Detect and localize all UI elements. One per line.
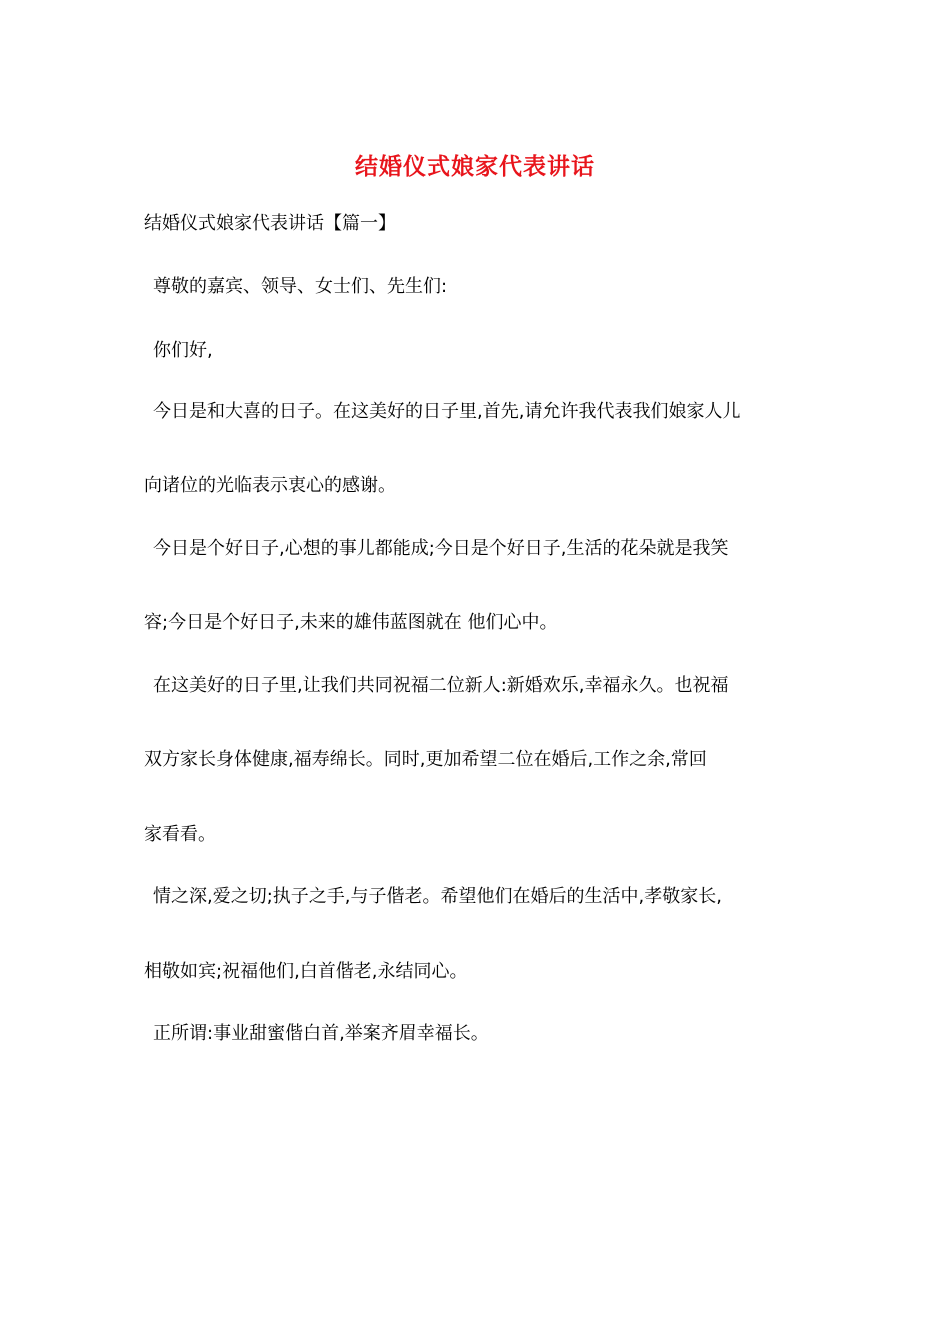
paragraph-line: 今日是个好日子,心想的事儿都能成;今日是个好日子,生活的花朵就是我笑 (153, 538, 729, 559)
paragraph-line: 相敬如宾;祝福他们,白首偕老,永结同心。 (144, 961, 468, 982)
section-heading: 结婚仪式娘家代表讲话【篇一】 (144, 213, 396, 234)
paragraph-line: 向诸位的光临表示衷心的感谢。 (144, 475, 396, 496)
paragraph-line: 容;今日是个好日子,未来的雄伟蓝图就在 他们心中。 (144, 612, 558, 633)
document-title: 结婚仪式娘家代表讲话 (355, 153, 595, 180)
paragraph-line: 情之深,爱之切;执子之手,与子偕老。希望他们在婚后的生活中,孝敬家长, (153, 886, 722, 907)
paragraph-line: 今日是和大喜的日子。在这美好的日子里,首先,请允许我代表我们娘家人儿 (153, 401, 741, 422)
paragraph-line: 在这美好的日子里,让我们共同祝福二位新人:新婚欢乐,幸福永久。也祝福 (153, 675, 729, 696)
paragraph-line: 家看看。 (144, 824, 216, 845)
paragraph-line: 正所谓:事业甜蜜偕白首,举案齐眉幸福长。 (153, 1023, 489, 1044)
paragraph-line: 双方家长身体健康,福寿绵长。同时,更加希望二位在婚后,工作之余,常回 (144, 749, 707, 770)
paragraph-line: 你们好, (153, 340, 213, 361)
paragraph-line: 尊敬的嘉宾、领导、女士们、先生们: (153, 276, 448, 297)
